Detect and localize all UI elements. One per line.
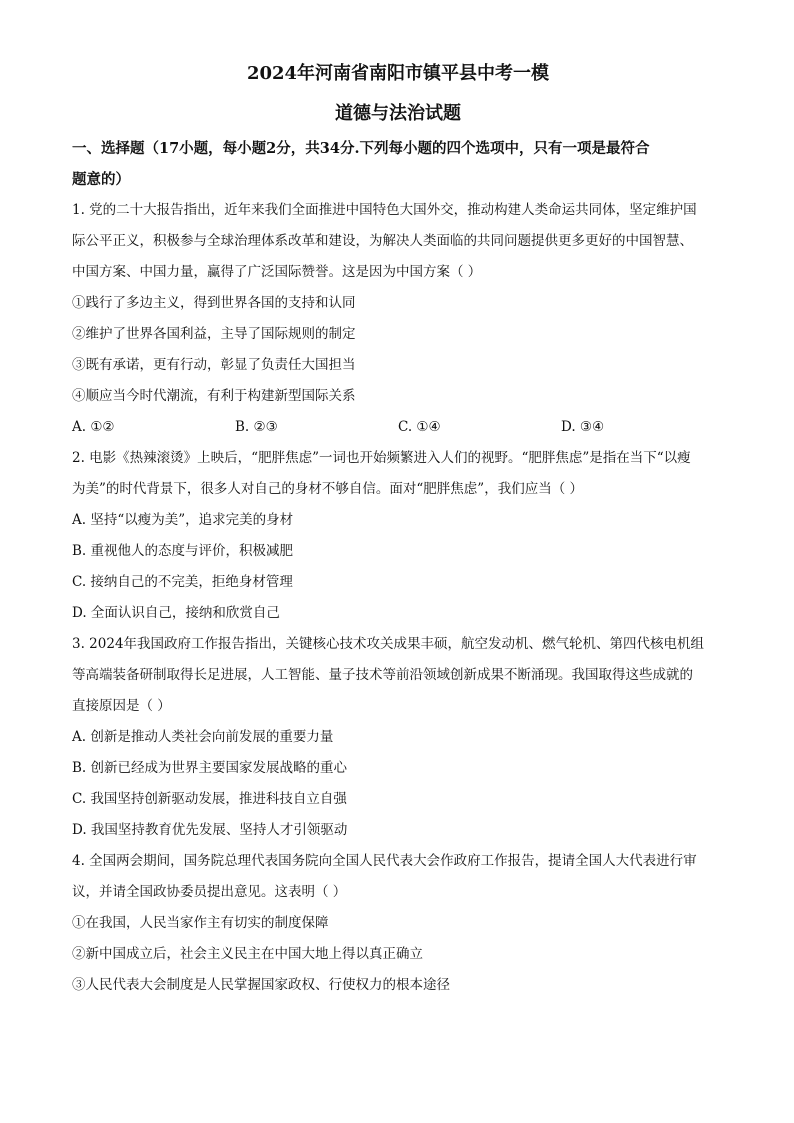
exam-title: 2024年河南省南阳市镇平县中考一模 [246,63,550,84]
option-b: B. ②③ [235,419,278,435]
statement: ①践行了多边主义，得到世界各国的支持和认同 [72,295,356,311]
option-c: C. ①④ [398,419,441,435]
statement: ④顺应当今时代潮流，有利于构建新型国际关系 [72,388,356,404]
option-c: C. 我国坚持创新驱动发展，推进科技自立自强 [72,791,347,807]
option-d: D. 我国坚持教育优先发展、坚持人才引领驱动 [72,822,348,838]
section-heading-line: 题意的） [72,171,130,188]
statement: ③人民代表大会制度是人民掌握国家政权、行使权力的根本途径 [72,977,450,993]
option-d: D. ③④ [561,419,605,435]
section-heading [72,133,724,195]
question-1 [72,195,724,443]
question-stem-line: 中国方案、中国力量，赢得了广泛国际赞誉。这是因为中国方案（ ） [72,264,482,280]
option-a: A. 坚持“以瘦为美”，追求完美的身材 [72,512,294,528]
section-heading-line: 一、选择题（17小题，每小题2分，共34分.下列每小题的四个选项中，只有一项是最符合 [72,140,650,157]
question-2 [72,443,724,629]
question-stem-line: 议，并请全国政协委员提出意见。这表明（ ） [72,884,347,900]
question-4 [72,846,724,1001]
exam-subtitle: 道德与法治试题 [335,103,461,124]
question-stem-line: 3. 2024年我国政府工作报告指出，关键核心技术攻关成果丰硕，航空发动机、燃气轮机、第四代核电机组 [72,636,705,652]
statement: ③既有承诺，更有行动，彰显了负责任大国担当 [72,357,356,373]
question-3 [72,629,724,846]
question-stem-line: 际公平正义，积极参与全球治理体系改革和建设，为解决人类面临的共同问题提供更多更好的中国智慧、 [72,233,693,249]
question-stem-line: 等高端装备研制取得长足进展，人工智能、量子技术等前沿领域创新成果不断涌现。我国取得这些成就的 [72,667,693,683]
question-stem-line: 1. 党的二十大报告指出，近年来我们全面推进中国特色大国外交，推动构建人类命运共同体，坚定维护国 [72,202,697,218]
question-stem-line: 2. 电影《热辣滚烫》上映后，“肥胖焦虑”一词也开始频繁进入人们的视野。“肥胖焦虑”是指在当下“以瘦 [72,450,691,466]
option-b: B. 重视他人的态度与评价，积极减肥 [72,543,294,559]
option-b: B. 创新已经成为世界主要国家发展战略的重心 [72,760,348,776]
question-stem-line: 4. 全国两会期间，国务院总理代表国务院向全国人民代表大会作政府工作报告，提请全国人大代表进行审 [72,853,697,869]
exam-page [72,62,724,1001]
statement: ①在我国，人民当家作主有切实的制度保障 [72,915,329,931]
option-d: D. 全面认识自己，接纳和欣赏自己 [72,605,280,621]
option-c: C. 接纳自己的不完美，拒绝身材管理 [72,574,293,590]
statement: ②新中国成立后，社会主义民主在中国大地上得以真正确立 [72,946,423,962]
option-a: A. 创新是推动人类社会向前发展的重要力量 [72,729,334,745]
question-stem-line: 直接原因是（ ） [72,698,171,714]
question-stem-line: 为美”的时代背景下，很多人对自己的身材不够自信。面对“肥胖焦虑”，我们应当（ ） [72,481,583,497]
statement: ②维护了世界各国利益，主导了国际规则的制定 [72,326,356,342]
option-a: A. ①② [72,419,115,435]
answer-options [72,412,724,443]
